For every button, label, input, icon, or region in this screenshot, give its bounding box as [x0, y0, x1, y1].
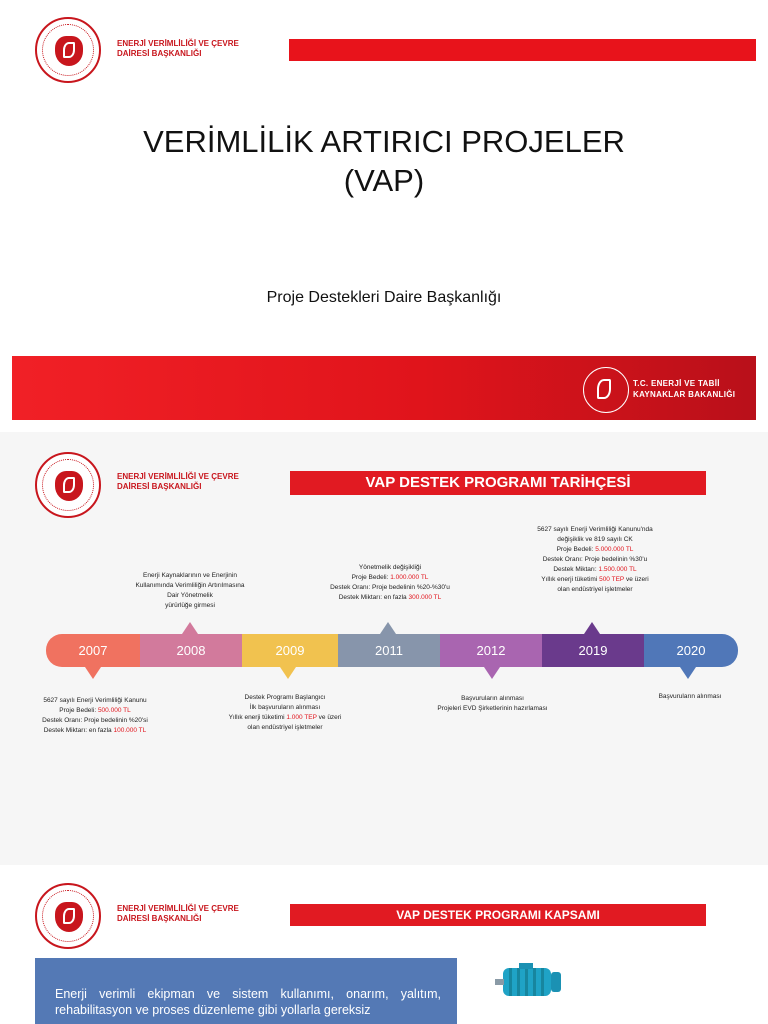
pin-down-2012 — [484, 667, 500, 679]
timeline-year-2012 — [440, 634, 542, 667]
ministry-line2: KAYNAKLAR BAKANLIĞI — [633, 390, 736, 399]
note-highlight: 1.500.000 TL — [598, 566, 637, 573]
pin-down-2020 — [680, 667, 696, 679]
seal-logo-icon — [35, 883, 101, 949]
org-name-line1: ENERJİ VERİMLİLİĞİ VE ÇEVRE — [117, 472, 239, 481]
pin-up-2008 — [182, 622, 198, 634]
note-text: Proje Bedeli: — [556, 546, 596, 553]
pin-up-2011 — [380, 622, 396, 634]
seal-logo-icon — [35, 17, 101, 83]
note-line: Yönetmelik değişikliği — [358, 564, 422, 571]
section-title: VAP DESTEK PROGRAMI TARİHÇESİ — [290, 471, 706, 495]
ministry-line1: T.C. ENERJİ VE TABİİ — [633, 379, 720, 388]
note-line — [15, 706, 175, 716]
ministry-seal-icon — [583, 367, 629, 413]
note-line: Destek Oranı: Proje bedelinin %20'si — [42, 717, 148, 724]
section-title: VAP DESTEK PROGRAMI KAPSAMI — [290, 904, 706, 926]
note-2012 — [410, 694, 575, 714]
timeline-year-2007 — [46, 634, 140, 667]
note-highlight: 500.000 TL — [97, 707, 131, 714]
org-name-line2: DAİRESİ BAŞKANLIĞI — [117, 482, 202, 491]
year-label: 2012 — [476, 643, 506, 658]
note-2020 — [630, 692, 750, 702]
note-line: 5627 sayılı Enerji Verimliliği Kanunu — [43, 697, 147, 704]
note-text: Yıllık enerji tüketimi — [541, 576, 600, 583]
note-line: Kullanımında Verimliliğin Artırılmasına — [135, 582, 245, 589]
timeline-year-2011 — [338, 634, 440, 667]
note-line: olan endüstriyel işletmeler — [557, 586, 633, 593]
org-name-line1: ENERJİ VERİMLİLİĞİ VE ÇEVRE — [117, 904, 239, 913]
note-text: ve üzeri — [624, 576, 649, 583]
year-label: 2020 — [676, 643, 706, 658]
slide-history — [0, 432, 768, 865]
note-text: ve üzeri — [316, 714, 342, 721]
note-line: Başvuruların alınması — [461, 695, 524, 702]
note-highlight: 5.000.000 TL — [595, 546, 634, 553]
year-label: 2008 — [176, 643, 206, 658]
note-text: Proje Bedeli: — [59, 707, 98, 714]
year-label: 2009 — [275, 643, 305, 658]
pin-down-2007 — [85, 667, 101, 679]
note-2008 — [110, 571, 270, 611]
slide-title — [0, 0, 768, 352]
note-highlight: 100.000 TL — [113, 727, 147, 734]
note-line: Destek Programı Başlangıcı — [244, 694, 326, 701]
note-line: Başvuruların alınması — [658, 693, 722, 700]
note-text: Destek Miktarı: en fazla — [43, 727, 114, 734]
note-line: Enerji Kaynaklarının ve Enerjinin — [143, 572, 237, 579]
ministry-logo — [583, 367, 763, 415]
scope-text-box — [35, 958, 457, 1024]
note-line: İlk başvuruların alınması — [249, 704, 321, 711]
note-highlight: 1.000 TEP — [286, 714, 317, 721]
header-red-bar — [289, 39, 756, 61]
note-2009 — [205, 693, 365, 733]
note-line: Dair Yönetmelik — [167, 592, 213, 599]
org-name-line1: ENERJİ VERİMLİLİĞİ VE ÇEVRE — [117, 39, 239, 48]
page-title — [0, 122, 768, 200]
note-line: değişiklik ve 819 sayılı CK — [557, 536, 633, 543]
pin-down-2009 — [280, 667, 296, 679]
note-2011 — [305, 563, 475, 603]
note-line — [205, 713, 365, 723]
slide-scope — [0, 866, 768, 1024]
note-text: Yıllık enerji tüketimi — [228, 714, 287, 721]
timeline-year-2020 — [644, 634, 738, 667]
year-label: 2007 — [78, 643, 108, 658]
note-line — [505, 545, 685, 555]
note-line — [505, 565, 685, 575]
title-line1: VERİMLİLİK ARTIRICI PROJELER — [143, 124, 625, 159]
note-line: Destek Oranı: Proje bedelinin %30'u — [542, 556, 648, 563]
note-text: Destek Miktarı: — [553, 566, 599, 573]
note-line — [15, 726, 175, 736]
year-label: 2019 — [578, 643, 608, 658]
note-highlight: 500 TEP — [599, 576, 625, 583]
timeline-bar — [46, 634, 738, 667]
year-label: 2011 — [375, 643, 403, 658]
note-2019 — [505, 525, 685, 595]
scope-text: Enerji verimli ekipman ve sistem kullanımı, onarım, yalıtım, rehabilitasyon ve proses düzenleme gibi yollarla gereksiz — [55, 987, 441, 1017]
note-line — [305, 573, 475, 583]
note-text: Destek Miktarı: en fazla — [338, 594, 409, 601]
ministry-name — [633, 378, 763, 400]
title-line2: (VAP) — [343, 163, 425, 198]
note-highlight: 300.000 TL — [408, 594, 442, 601]
timeline-year-2009 — [242, 634, 338, 667]
timeline-year-2008 — [140, 634, 242, 667]
note-line: yürürlüğe girmesi — [165, 602, 215, 609]
note-line — [305, 593, 475, 603]
note-line: 5627 sayılı Enerji Verimliliği Kanunu'nda — [537, 526, 653, 533]
timeline-year-2019 — [542, 634, 644, 667]
seal-logo-icon — [35, 452, 101, 518]
page-subtitle: Proje Destekleri Daire Başkanlığı — [266, 289, 502, 306]
note-line: olan endüstriyel işletmeler — [247, 724, 323, 731]
note-2007 — [15, 696, 175, 736]
pin-up-2019 — [584, 622, 600, 634]
org-name — [117, 472, 317, 492]
note-line — [505, 575, 685, 585]
electric-motor-icon — [495, 962, 565, 1002]
org-name — [117, 39, 317, 59]
note-text: Proje Bedeli: — [351, 574, 391, 581]
note-line: Projeleri EVD Şirketlerinin hazırlaması — [437, 705, 548, 712]
note-line: Destek Oranı: Proje bedelinin %20-%30'u — [330, 584, 450, 591]
note-highlight: 1.000.000 TL — [390, 574, 429, 581]
org-name-line2: DAİRESİ BAŞKANLIĞI — [117, 49, 202, 58]
org-name-line2: DAİRESİ BAŞKANLIĞI — [117, 914, 202, 923]
org-name — [117, 904, 317, 924]
